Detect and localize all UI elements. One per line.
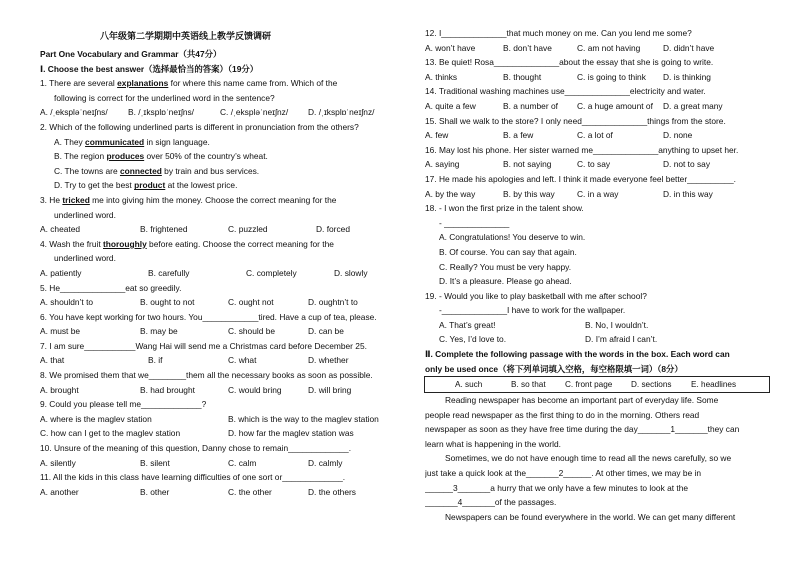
q6-option-c: C. should be <box>228 326 276 337</box>
q18-option-c: C. Really? You must be very happy. <box>439 261 572 272</box>
q6-stem: 6. You have kept working for two hours. You____________tired. Have a cup of tea, please. <box>40 311 377 322</box>
q3-stem-line2: underlined word. <box>54 209 116 220</box>
q9-options-cd <box>40 426 385 441</box>
q2-option-b <box>40 149 385 164</box>
q2-b-post: over 50% of the country’s wheat. <box>144 151 268 162</box>
q8-option-d: D. will bring <box>308 384 352 395</box>
para1-line4: learn what is happening in the world. <box>425 438 561 449</box>
section-two-heading-line2: only be used once（将下列单词填入空格，每空格限填一词）（8分） <box>425 363 683 374</box>
q16-option-b: B. not saying <box>503 159 552 170</box>
para2-line1: Sometimes, we do not have enough time to read all the news carefully, so we <box>445 453 732 464</box>
part-one-heading: Part One Vocabulary and Grammar（共47分） <box>40 49 222 59</box>
q4-stem-line2: underlined word. <box>54 253 116 264</box>
word-box-e: E. headlines <box>691 380 737 389</box>
q2-stem: 2. Which of the following underlined parts is different in pronunciation from the others? <box>40 121 359 132</box>
q2-a-post: in sign language. <box>144 136 210 147</box>
q3-stem <box>40 193 385 208</box>
passage <box>425 393 770 524</box>
q8-option-a: A. brought <box>40 384 79 395</box>
q3-options <box>40 222 385 237</box>
q1-text-post: for where this name came from. Which of the <box>168 78 338 89</box>
q11-option-c: C. the other <box>228 486 272 497</box>
q9-options-ab <box>40 412 385 427</box>
q12-option-c: C. am not having <box>577 42 641 53</box>
q11-stem: 11. All the kids in this class have learning difficulties of one sort or_____________. <box>40 472 346 483</box>
word-box-b: B. so that <box>511 380 546 389</box>
q12-option-b: B. don’t have <box>503 42 552 53</box>
q17-stem: 17. He made his apologies and left. I think it made everyone feel better__________. <box>425 173 737 184</box>
q11-option-a: A. another <box>40 486 79 497</box>
q17-option-c: C. in a way <box>577 188 619 199</box>
q11-option-b: B. other <box>140 486 170 497</box>
q17-option-a: A. by the way <box>425 188 476 199</box>
q3-option-b: B. frightened <box>140 224 188 235</box>
q19-option-c: C. Yes, I’d love to. <box>439 334 507 345</box>
q1-options <box>40 105 385 120</box>
q10-option-d: D. calmly <box>308 457 343 468</box>
q2-d-underlined: product <box>134 180 166 191</box>
q4-option-b: B. carefully <box>148 267 190 278</box>
q18-blank: - ______________ <box>439 217 510 228</box>
q8-option-b: B. had brought <box>140 384 195 395</box>
q3-text-pre: 3. He <box>40 194 63 205</box>
q6-options <box>40 324 385 339</box>
q1-underlined: explanations <box>117 78 169 89</box>
para2-line3: ______3_______a hurry that we only have a few minutes to look at the <box>425 482 689 493</box>
q10-option-a: A. silently <box>40 457 76 468</box>
word-box-a: A. such <box>455 380 483 389</box>
q2-option-a <box>40 135 385 150</box>
q19-blank: -______________I have to work for the wallpaper. <box>439 305 626 316</box>
q4-stem <box>40 237 385 252</box>
q15-option-d: D. none <box>663 130 693 141</box>
q17-options <box>425 187 770 202</box>
q15-option-b: B. a few <box>503 130 534 141</box>
q4-option-a: A. patiently <box>40 267 82 278</box>
q7-option-b: B. if <box>148 355 163 366</box>
q15-stem: 15. Shall we walk to the store? I only need______________things from the store. <box>425 115 726 126</box>
q19-options-cd <box>425 332 770 347</box>
right-column <box>425 26 770 376</box>
q6-option-a: A. must be <box>40 326 81 337</box>
q19-option-a: A. That’s great! <box>439 319 496 330</box>
q10-option-c: C. calm <box>228 457 257 468</box>
para3-line1: Newspapers can be found everywhere in the world. We can get many different <box>445 511 736 522</box>
q7-option-a: A. that <box>40 355 65 366</box>
q4-text-pre: 4. Wash the fruit <box>40 238 103 249</box>
q15-option-a: A. few <box>425 130 449 141</box>
q15-options <box>425 128 770 143</box>
q5-options <box>40 295 385 310</box>
q18-option-b: B. Of course. You can say that again. <box>439 246 577 257</box>
q1-option-a: A. /ˌekspləˈneɪʃns/ <box>40 107 108 118</box>
para1-line1: Reading newspaper has become an important part of everyday life. Some <box>445 395 719 405</box>
q19-stem: 19. - Would you like to play basketball with me after school? <box>425 290 647 301</box>
q13-stem: 13. Be quiet! Rosa______________about the essay that she is going to write. <box>425 57 714 68</box>
q10-stem: 10. Unsure of the meaning of this question, Danny chose to remain_____________. <box>40 443 352 454</box>
q9-option-d: D. how far the maglev station was <box>228 428 354 439</box>
para1-line3: newspaper as soon as they have free time during the day_______1_______they can <box>425 424 740 435</box>
q19-option-b: B. No, I wouldn’t. <box>585 319 649 330</box>
q18-option-a: A. Congratulations! You deserve to win. <box>439 232 586 243</box>
q16-stem: 16. May lost his phone. Her sister warned me______________anything to upset her. <box>425 144 739 155</box>
q15-option-c: C. a lot of <box>577 130 613 141</box>
q14-option-b: B. a number of <box>503 100 558 111</box>
q4-option-c: C. completely <box>246 267 297 278</box>
page-title: 八年级第二学期期中英语线上教学反馈调研 <box>100 32 272 42</box>
q9-option-a: A. where is the maglev station <box>40 413 152 424</box>
q2-option-c <box>40 164 385 179</box>
q1-option-c: C. /ˌekspləˈneɪʃnz/ <box>220 107 289 118</box>
q2-b-underlined: produces <box>106 151 145 162</box>
q14-option-d: D. a great many <box>663 100 723 111</box>
q2-d-pre: D. Try to get the best <box>54 180 135 191</box>
q19-option-d: D. I’m afraid I can’t. <box>585 334 658 345</box>
q7-stem: 7. I am sure___________Wang Hai will send me a Christmas card before December 25. <box>40 340 367 351</box>
q17-option-d: D. in this way <box>663 188 713 199</box>
q3-text-post: me into giving him the money. Choose the correct meaning for the <box>89 194 337 205</box>
word-box-c: C. front page <box>565 380 613 389</box>
q18-option-d: D. It’s a pleasure. Please go ahead. <box>439 276 572 287</box>
q16-options <box>425 157 770 172</box>
word-box-d: D. sections <box>631 380 672 389</box>
q3-underlined: tricked <box>62 194 90 205</box>
q6-option-b: B. may be <box>140 326 178 337</box>
q9-stem: 9. Could you please tell me_____________? <box>40 399 207 410</box>
q13-option-c: C. is going to think <box>577 71 646 82</box>
q13-options <box>425 70 770 85</box>
q3-option-a: A. cheated <box>40 224 81 235</box>
q7-option-d: D. whether <box>308 355 349 366</box>
q14-option-a: A. quite a few <box>425 100 476 111</box>
q13-option-d: D. is thinking <box>663 71 711 82</box>
q9-option-c: C. how can I get to the maglev station <box>40 428 181 439</box>
q2-d-post: at the lowest price. <box>165 180 238 191</box>
q1-option-b: B. /ˌɪksplɒˈneɪʃns/ <box>128 107 195 118</box>
q1-stem-line2: following is correct for the underlined word in the sentence? <box>54 92 275 103</box>
q1-stem <box>40 76 385 91</box>
q4-underlined: thoroughly <box>103 238 147 249</box>
q2-option-d <box>40 178 385 193</box>
q5-option-c: C. ought not <box>228 297 274 308</box>
q2-a-underlined: communicated <box>85 136 145 147</box>
q9-option-b: B. which is the way to the maglev station <box>228 413 379 424</box>
q19-options-ab <box>425 318 770 333</box>
q16-option-a: A. saying <box>425 159 460 170</box>
section-one-heading: Ⅰ. Choose the best answer（选择最恰当的答案）（19分） <box>40 63 259 74</box>
q8-options <box>40 383 385 398</box>
section-two-heading-line1: Ⅱ. Complete the following passage with the words in the box. Each word can <box>425 349 730 360</box>
left-column <box>40 47 385 499</box>
q3-option-d: D. forced <box>316 224 350 235</box>
q14-stem: 14. Traditional washing machines use______________electricity and water. <box>425 86 706 97</box>
q8-option-c: C. would bring <box>228 384 282 395</box>
q5-option-a: A. shouldn’t to <box>40 297 94 308</box>
q13-option-b: B. thought <box>503 71 542 82</box>
q14-option-c: C. a huge amount of <box>577 100 653 111</box>
q11-option-d: D. the others <box>308 486 356 497</box>
q10-options <box>40 456 385 471</box>
para2-line4: _______4_______of the passages. <box>425 497 557 508</box>
q12-stem: 12. I______________that much money on me. Can you lend me some? <box>425 28 692 38</box>
q12-options <box>425 41 770 56</box>
para2-line2: just take a quick look at the_______2______. At other times, we may be in <box>425 467 702 478</box>
q13-option-a: A. thinks <box>425 71 458 82</box>
q17-option-b: B. by this way <box>503 188 555 199</box>
q18-stem: 18. - I won the first prize in the talent show. <box>425 203 584 214</box>
q7-options <box>40 353 385 368</box>
q5-stem: 5. He______________eat so greedily. <box>40 282 182 293</box>
q2-b-pre: B. The region <box>54 151 107 162</box>
word-box <box>424 376 770 393</box>
q16-option-c: C. to say <box>577 159 611 170</box>
q12-option-a: A. won’t have <box>425 42 476 53</box>
q16-option-d: D. not to say <box>663 159 711 170</box>
q3-option-c: C. puzzled <box>228 224 268 235</box>
q2-c-underlined: connected <box>119 165 162 176</box>
q7-option-c: C. what <box>228 355 257 366</box>
q4-option-d: D. slowly <box>334 267 368 278</box>
q4-options <box>40 266 385 281</box>
q14-options <box>425 99 770 114</box>
q5-option-d: D. oughtn’t to <box>308 297 358 308</box>
q11-options <box>40 485 385 500</box>
q1-option-d: D. /ˌɪksplɒˈneɪʃnz/ <box>308 107 375 118</box>
q5-option-b: B. ought to not <box>140 297 195 308</box>
q1-text-pre: 1. There are several <box>40 78 118 89</box>
q6-option-d: D. can be <box>308 326 344 337</box>
q2-a-pre: A. They <box>54 136 86 147</box>
q8-stem: 8. We promised them that we________them all the necessary books as soon as possible. <box>40 370 373 381</box>
q2-c-post: by train and bus services. <box>161 165 260 176</box>
para1-line2: people read newspaper as the first thing to do in the morning. Others read <box>425 409 700 420</box>
q12-option-d: D. didn’t have <box>663 42 715 53</box>
q10-option-b: B. silent <box>140 457 170 468</box>
q4-text-post: before eating. Choose the correct meaning for the <box>146 238 334 249</box>
q2-c-pre: C. The towns are <box>54 165 120 176</box>
